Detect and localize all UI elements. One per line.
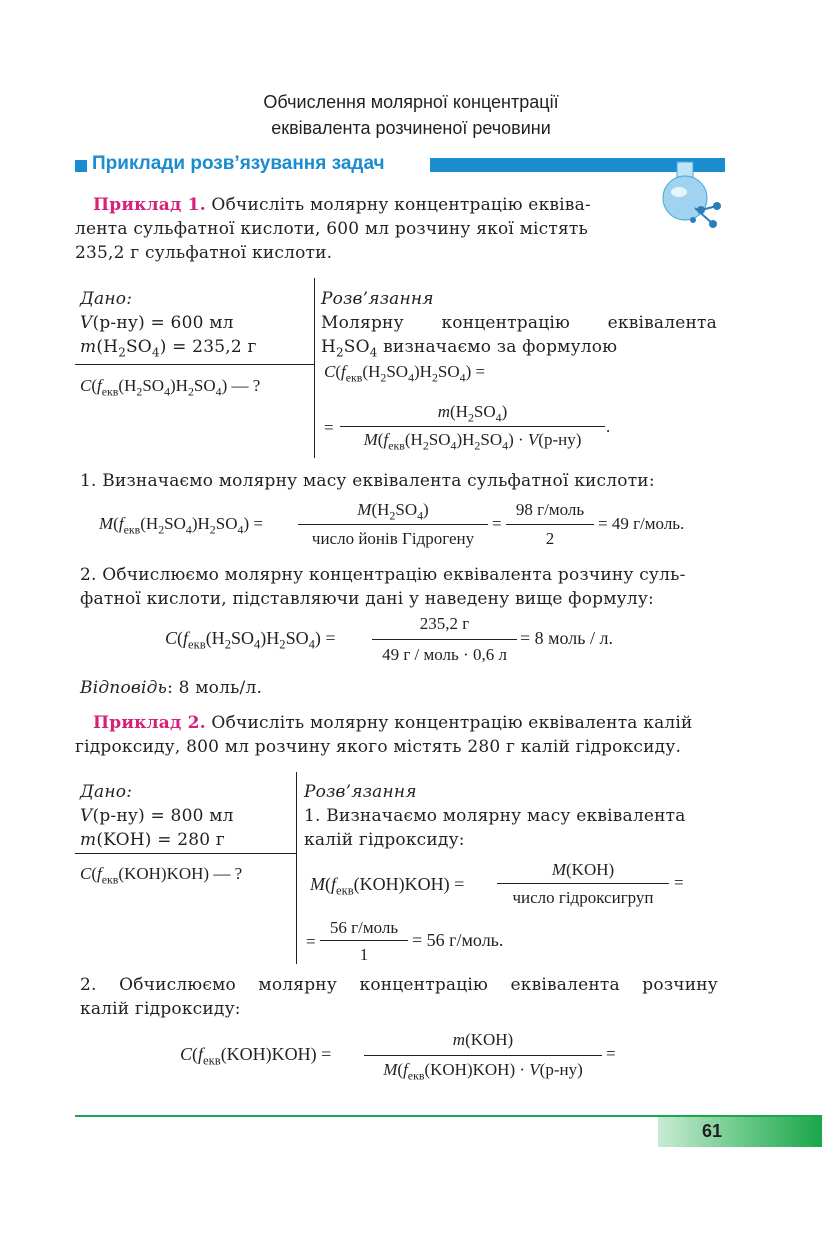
example2-molar-lhs: $M(f_{екв}(KOH)KOH)$ = [310,874,465,898]
example1-answer: Відповідь: 8 моль/л. [80,678,263,698]
example2-step2-line2: калій гідроксиду: [80,999,241,1019]
example1-label: Приклад 1. [93,195,206,215]
example1-solution-line1: Молярну концентрацію еквівалента [321,313,717,333]
section-title: Приклади розв’язування задач [92,153,385,174]
example1-step2-denominator: 49 г / моль · 0,6 л [382,645,507,664]
example1-step1-den2: 2 [545,529,555,548]
example2-molar-num2: 56 г/моль [329,918,399,937]
page-header-line1: Обчислення молярної концентрації [263,92,559,112]
example2-molar-den2: 1 [359,945,369,964]
example2-step2-line1: 2. Обчислюємо молярну концентрацію еквівалента розчину [80,975,718,995]
example2-final-numerator: m(KOH) [452,1030,514,1049]
example1-formula-bar [340,426,605,427]
example2-final-denominator: $M(f_{екв}(KOH)KOH) \cdot V(р-ну)$ [383,1060,583,1083]
example1-step1-lhs: $M(f_{екв}(H_2SO_4)H_2SO_4)$ = [99,514,263,537]
example2-molar-numerator: M(KOH) [551,860,615,879]
example2-text-line1: Приклад 2. Обчисліть молярну концентрацію еквівалента калій [93,713,693,733]
example1-step2-numerator: 235,2 г [419,614,470,633]
example2-table-divider [296,772,297,964]
example1-text-line1: Приклад 1. Обчисліть молярну концентрацію еквіва- [93,195,591,215]
page-header-line2: еквівалента розчиненої речовини [271,118,551,138]
example2-text-line2: гідроксиду, 800 мл розчину якого містять 280 г калій гідроксиду. [75,737,682,757]
example1-step1-num2: 98 г/моль [515,500,585,519]
example2-final-lhs: $C(f_{екв}(KOH)KOH)$ = [180,1044,332,1068]
example2-given-mass: m(KOH) = 280 г [80,830,226,850]
example1-text-line3: 235,2 г сульфатної кислоти. [75,243,333,263]
example2-given-underline [75,853,296,854]
example1-formula-lhs: $C(f_{екв}(H_2SO_4)H_2SO_4)$ = [324,362,486,385]
example1-formula-numerator: $m(H_2SO_4)$ [437,402,508,425]
example1-given-title: Дано: [80,289,133,309]
example2-given-title: Дано: [80,782,133,802]
example2-molar-denominator: число гідроксигруп [512,888,654,907]
example1-step2-line1: 2. Обчислюємо молярну концентрацію еквівалента розчину суль- [80,565,686,585]
example1-step2-lhs: $C(f_{екв}(H_2SO_4)H_2SO_4)$ = [165,628,336,652]
example2-find: $C(f_{екв}(KOH)KOH)$ — ? [80,864,243,887]
example1-step1-denominator: число йонів Гідрогену [311,529,475,548]
example2-label: Приклад 2. [93,713,206,733]
example1-step1-result: = 49 г/моль. [598,514,685,533]
example1-step2-result: = 8 моль / л. [520,628,613,648]
example2-given-volume: V(р-ну) = 800 мл [80,806,234,826]
example2-solution-line2: калій гідроксиду: [304,830,465,850]
example1-solution-line2: $H_2SO_4$ визначаємо за формулою [321,337,618,360]
example1-table-divider [314,278,315,458]
example1-step1: 1. Визначаємо молярну масу еквівалента сульфатної кислоти: [80,471,655,491]
example1-formula-denominator: $M(f_{екв}(H_2SO_4)H_2SO_4) \cdot V(р-ну)$ [363,430,582,453]
example1-step2-line2: фатної кислоти, підставляючи дані у наведену вище формулу: [80,589,654,609]
section-marker [75,160,87,172]
example1-given-mass: $m(H_2SO_4) = 235,2$ г [80,337,257,360]
example1-find: $C(f_{екв}(H_2SO_4)H_2SO_4)$ — ? [80,376,261,399]
example1-solution-title: Розв’язання [321,289,434,309]
example1-step1-numerator: $M(H_2SO_4)$ [357,500,429,523]
example1-given-volume: V(р-ну) = 600 мл [80,313,234,333]
example2-solution-title: Розв’язання [304,782,417,802]
example2-solution-line1: 1. Визначаємо молярну масу еквівалента [304,806,686,826]
example2-molar-result: = 56 г/моль. [412,930,504,950]
example1-text-line2: лента сульфатної кислоти, 600 мл розчину якої містять [75,219,588,239]
page-number: 61 [702,1121,723,1141]
flask-icon [655,158,725,238]
footer-page-tab [658,1117,822,1147]
